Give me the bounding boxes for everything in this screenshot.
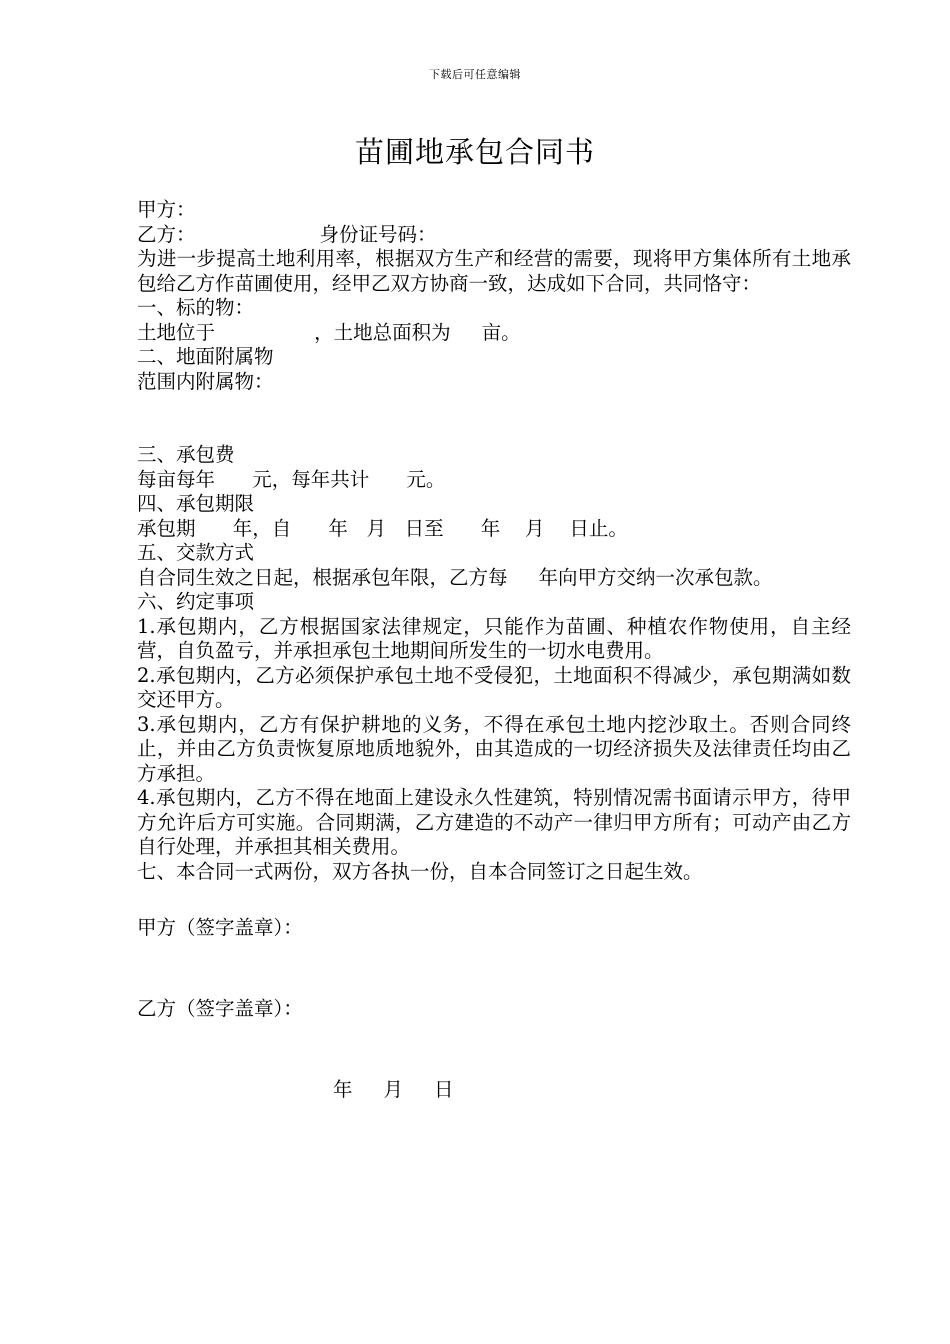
- contract-body: [113, 198, 851, 1103]
- party-b-line: 乙方： 身份证号码：: [137, 222, 437, 246]
- signing-date: 年 月 日: [333, 1078, 454, 1101]
- document-title: 苗圃地承包合同书: [354, 135, 595, 169]
- section-3-text: 每亩每年 元，每年共计 元。: [137, 467, 446, 491]
- agreement-item-4: 4.承包期内，乙方不得在地面上建设永久性建筑，特别情况需书面请示甲方，待甲方允许后方可实施。合同期满，乙方建造的不动产一律归甲方所有；可动产由乙方自行处理，并承担其相关费用。: [137, 786, 851, 858]
- spacer: [113, 394, 851, 443]
- section-5-heading: 五、交款方式: [137, 541, 255, 564]
- spacer: [113, 1022, 851, 1054]
- section-5-text: 自合同生效之日起，根据承包年限，乙方每 年向甲方交纳一次承包款。: [137, 565, 773, 589]
- section-1-heading: 一、标的物：: [137, 296, 255, 319]
- spacer: [113, 884, 851, 916]
- spacer: [113, 1054, 851, 1079]
- section-4-text: 承包期 年，自 年 月 日至 年 月 日止。: [137, 516, 628, 540]
- section-3-heading: 三、承包费: [137, 443, 235, 466]
- spacer: [113, 941, 851, 973]
- agreement-item-3: 3.承包期内，乙方有保护耕地的义务，不得在承包土地内挖沙取土。否则合同终止，并由乙方负责恢复原地质地貌外，由其造成的一切经济损失及法律责任均由乙方承担。: [137, 712, 851, 785]
- intro-paragraph: 为进一步提高土地利用率，根据双方生产和经营的需要，现将甲方集体所有土地承包给乙方作苗圃使用，经甲乙双方协商一致，达成如下合同，共同恪守：: [137, 247, 851, 295]
- section-2-heading: 二、地面附属物: [137, 345, 274, 368]
- spacer: [113, 973, 851, 998]
- section-4-heading: 四、承包期限: [137, 492, 255, 515]
- section-1-text: 土地位于 ，土地总面积为 亩。: [137, 320, 521, 344]
- section-6-heading: 六、约定事项: [137, 590, 255, 613]
- header-note: 下载后可任意编辑: [429, 68, 521, 81]
- party-a-signature: 甲方（签字盖章）：: [137, 916, 303, 939]
- agreement-item-1: 1.承包期内，乙方根据国家法律规定，只能作为苗圃、种植农作物使用，自主经营，自负盈亏，并承担承包土地期间所发生的一切水电费用。: [137, 614, 851, 662]
- section-7-text: 七、本合同一式两份，双方各执一份，自本合同签订之日起生效。: [137, 859, 703, 883]
- party-a-line: 甲方：: [137, 198, 196, 221]
- party-b-signature: 乙方（签字盖章）：: [137, 997, 303, 1020]
- agreement-item-2: 2.承包期内，乙方必须保护承包土地不受侵犯，土地面积不得减少，承包期满如数交还甲方。: [137, 663, 851, 711]
- section-2-text: 范围内附属物：: [137, 369, 274, 393]
